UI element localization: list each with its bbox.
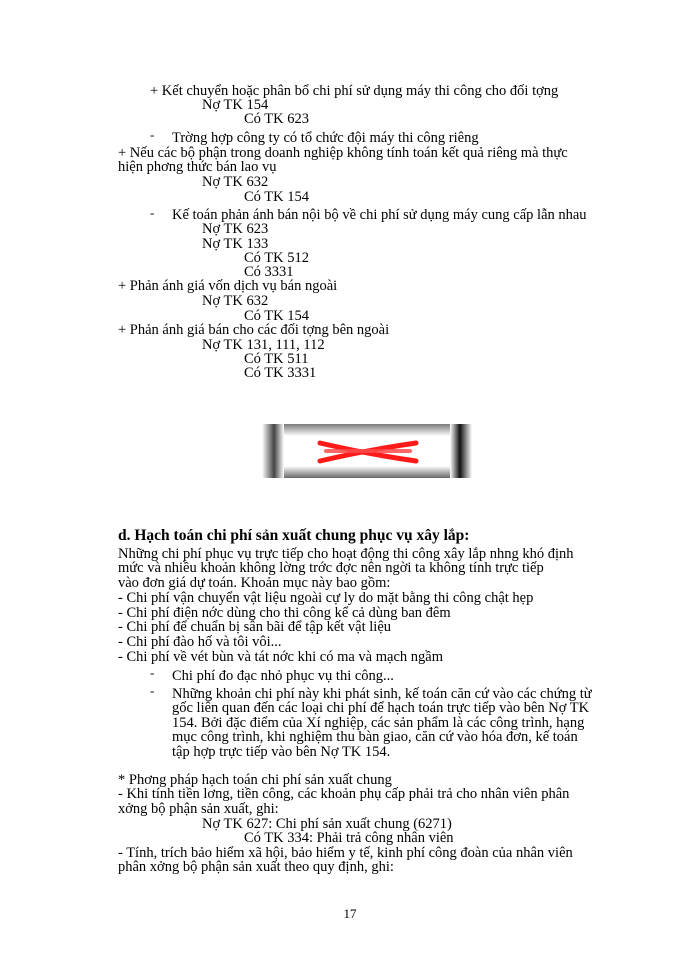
text-line: - Chi phí đào hố và tôi vôi...: [118, 634, 282, 650]
text-line: + Nếu các bộ phận trong doanh nghiệp không tính toán kết quả riêng mà thực: [118, 145, 568, 161]
text-line: + Kết chuyển hoặc phân bổ chi phí sử dụng máy thi công cho đối tợng: [150, 83, 559, 99]
text-line: tập hợp trực tiếp vào bên Nợ TK 154.: [172, 744, 391, 760]
text-line: 154. Bởi đặc điểm của Xí nghiệp, các sản phẩm là các công trình, hạng: [172, 715, 585, 731]
figure-bottom-band: [270, 466, 466, 478]
text-line: Những chi phí phục vụ trực tiếp cho hoạt động thi công xây lắp nhng khó định: [118, 546, 574, 562]
bullet-dash: -: [150, 665, 155, 680]
text-line: Có TK 511: [244, 351, 309, 367]
text-line: Nợ TK 131, 111, 112: [202, 337, 325, 353]
figure-left-edge: [262, 424, 284, 478]
text-line: - Tính, trích bảo hiểm xã hội, bảo hiểm y tế, kinh phí công đoàn của nhân viên: [118, 845, 573, 861]
text-line: - Chi phí để chuẩn bị sân bãi để tập kết vật liệu: [118, 619, 392, 635]
text-line: - Khi tính tiền lơng, tiền công, các khoản phụ cấp phải trả cho nhân viên phân: [118, 786, 570, 802]
bullet-dash: -: [150, 683, 155, 698]
text-line: Có TK 154: [244, 308, 309, 324]
text-line: - Chi phí vận chuyển vật liệu ngoài cự ly do mặt bằng thi công chật hẹp: [118, 590, 534, 606]
text-line: Kế toán phản ánh bán nội bộ về chi phí sử dụng máy cung cấp lẫn nhau: [172, 207, 587, 223]
text-line: mục công trình, khi nghiệm thu bàn giao, căn cứ vào hóa đơn, kế toán: [172, 729, 578, 745]
text-line: Nợ TK 632: [202, 174, 269, 190]
section-heading: d. Hạch toán chi phí sản xuất chung phục vụ xây lắp:: [118, 527, 470, 544]
text-line: Có TK 334: Phải trả công nhân viên: [244, 830, 454, 846]
text-line: - Chi phí về vét bùn và tát nớc khi có ma và mạch ngầm: [118, 649, 443, 665]
figure-top-band: [270, 424, 466, 436]
text-line: Những khoản chi phí này khi phát sinh, kế toán căn cứ vào các chứng từ: [172, 686, 592, 702]
text-line: Có TK 154: [244, 189, 309, 205]
text-line: mức và nhiều khoản không lờng trớc đợc nên ngời ta không tính trực tiếp: [118, 560, 544, 576]
page-number: 17: [343, 906, 357, 921]
text-line: Có 3331: [244, 264, 294, 280]
cross-figure-image: [262, 424, 472, 478]
text-line: Nợ TK 623: [202, 221, 269, 237]
text-line: vào đơn giá dự toán. Khoản mục này bao gồm:: [118, 575, 391, 591]
text-line: * Phơng pháp hạch toán chi phí sản xuất chung: [118, 772, 392, 788]
bullet-dash: -: [150, 205, 155, 220]
text-line: gốc liên quan đến các loại chi phí để hạch toán trực tiếp vào bên Nợ TK: [172, 700, 590, 716]
bullet-dash: -: [150, 127, 155, 142]
figure-right-edge: [450, 424, 472, 478]
text-line: Nợ TK 133: [202, 236, 269, 252]
text-line: + Phản ánh giá vốn dịch vụ bán ngoài: [118, 278, 338, 294]
text-line: phân xởng bộ phận sản xuất theo quy định, ghi:: [118, 859, 394, 875]
text-line: Có TK 623: [244, 111, 309, 127]
text-line: Có TK 512: [244, 250, 309, 266]
text-line: - Chi phí điện nớc dùng cho thi công kể cả dùng ban đêm: [118, 605, 451, 621]
text-line: Chi phí đo đạc nhỏ phục vụ thi công...: [172, 668, 394, 684]
text-line: + Phản ánh giá bán cho các đối tợng bên ngoài: [118, 322, 390, 338]
text-line: Có TK 3331: [244, 365, 317, 381]
text-line: xởng bộ phận sản xuất, ghi:: [118, 801, 279, 817]
text-line: hiện phơng thức bán lao vụ: [118, 159, 277, 175]
text-line: Trờng hợp công ty có tổ chức đội máy thi công riêng: [172, 130, 479, 146]
text-line: Nợ TK 627: Chi phí sản xuất chung (6271): [202, 816, 452, 832]
text-line: Nợ TK 154: [202, 97, 269, 113]
text-line: Nợ TK 632: [202, 293, 269, 309]
